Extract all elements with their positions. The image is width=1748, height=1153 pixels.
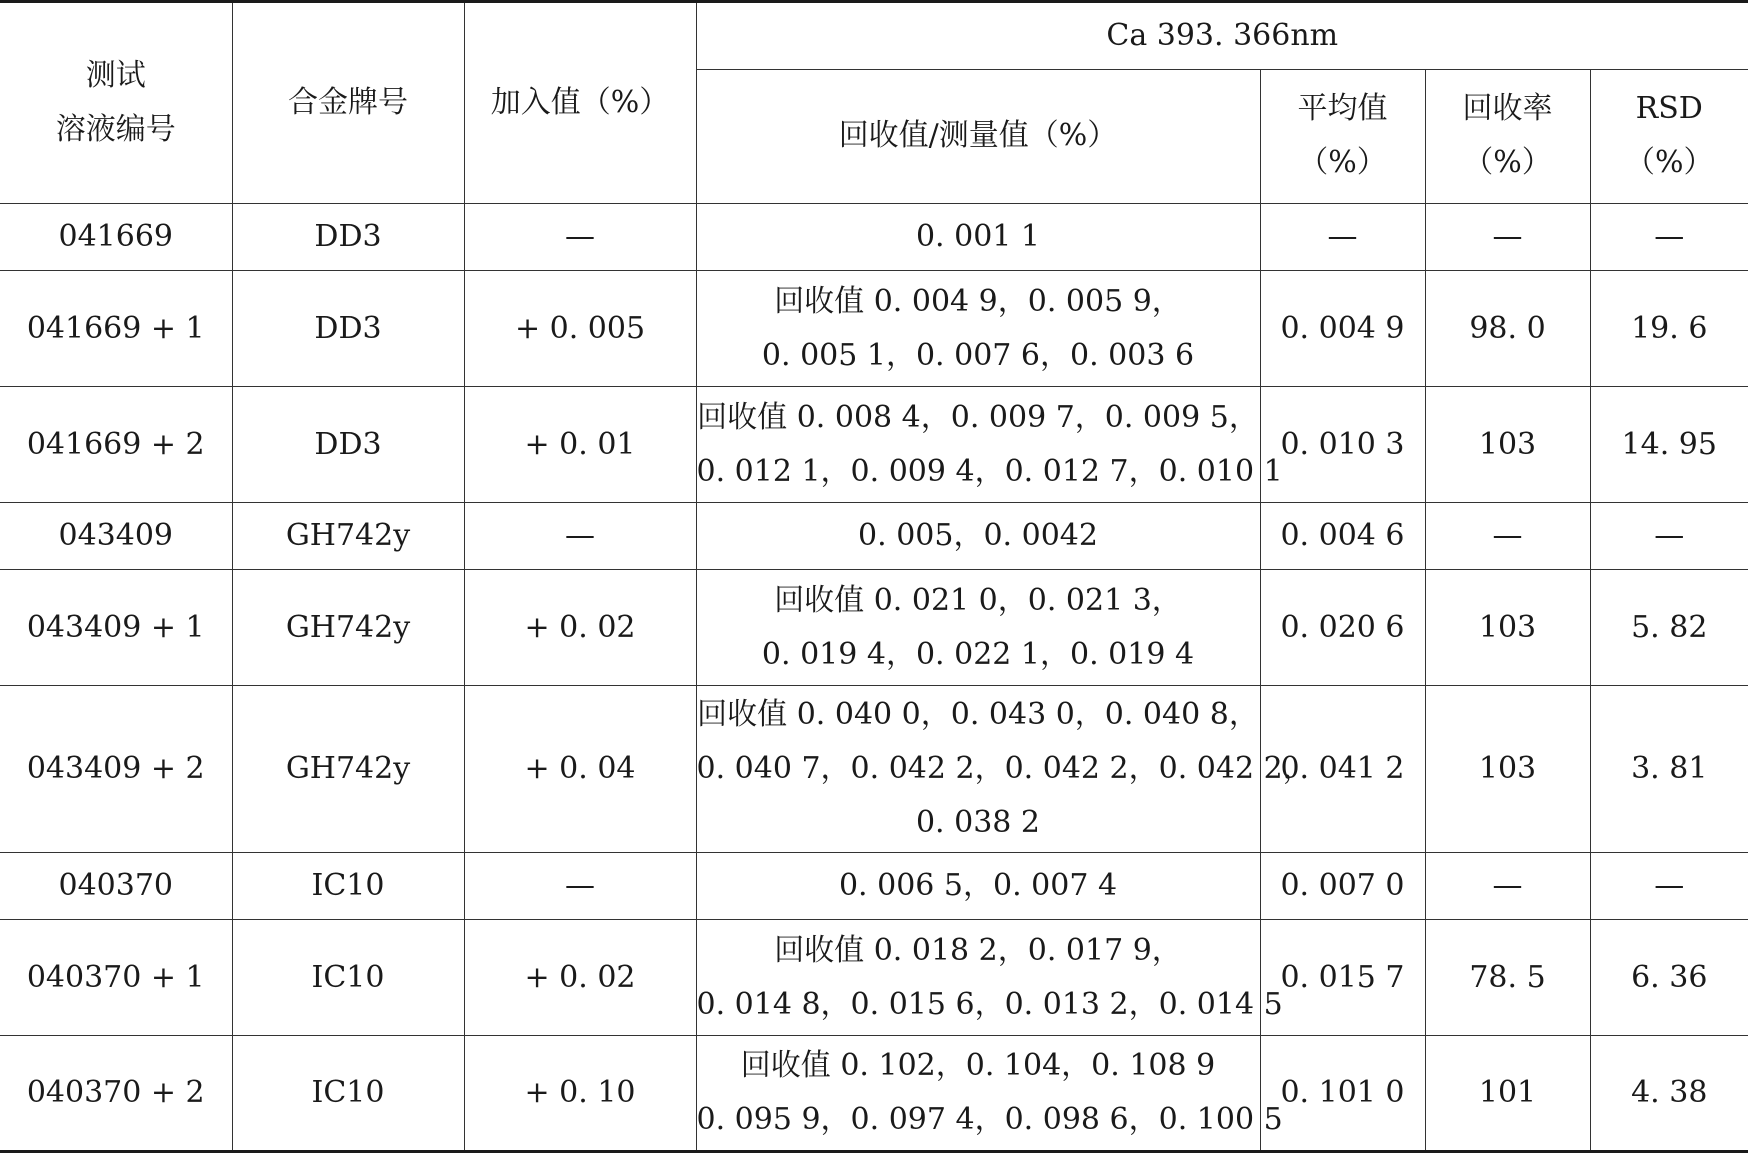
value-line: 回收值 0. 018 2，0. 017 9， <box>697 924 1260 978</box>
cell-mean: 0. 004 6 <box>1260 503 1425 570</box>
header-added-value: 加入值（%） <box>464 2 696 204</box>
table-row <box>0 686 1748 853</box>
cell-alloy-grade: DD3 <box>232 204 464 271</box>
cell-recovery-measured-values <box>696 503 1260 570</box>
cell-mean: 0. 015 7 <box>1260 920 1425 1036</box>
cell-alloy-grade: IC10 <box>232 853 464 920</box>
header-test-solution-line-1: 测试 <box>0 49 232 103</box>
cell-rsd: 6. 36 <box>1590 920 1748 1036</box>
cell-alloy-grade: GH742y <box>232 686 464 853</box>
cell-mean: 0. 101 0 <box>1260 1036 1425 1152</box>
value-line: 回收值 0. 102，0. 104，0. 108 9 <box>697 1039 1260 1093</box>
header-ca-wavelength-group: Ca 393. 366nm <box>696 2 1748 70</box>
value-line: 0. 038 2 <box>697 796 1260 850</box>
cell-rsd: 5. 82 <box>1590 570 1748 686</box>
cell-recovery-measured-values <box>696 271 1260 387</box>
cell-recovery-measured-values <box>696 920 1260 1036</box>
cell-alloy-grade: DD3 <box>232 387 464 503</box>
cell-added-value: + 0. 02 <box>464 920 696 1036</box>
cell-recovery-measured-values <box>696 570 1260 686</box>
header-alloy-grade: 合金牌号 <box>232 2 464 204</box>
cell-test-solution-number: 040370 + 2 <box>0 1036 232 1152</box>
header-rsd-line-1: RSD <box>1591 82 1748 136</box>
cell-recovery-rate: 103 <box>1425 570 1590 686</box>
header-recovery-rate <box>1425 69 1590 203</box>
header-mean <box>1260 69 1425 203</box>
cell-mean: 0. 020 6 <box>1260 570 1425 686</box>
cell-recovery-rate: 78. 5 <box>1425 920 1590 1036</box>
cell-test-solution-number: 041669 + 2 <box>0 387 232 503</box>
cell-recovery-measured-values <box>696 387 1260 503</box>
cell-added-value: + 0. 01 <box>464 387 696 503</box>
value-line: 0. 014 8，0. 015 6，0. 013 2，0. 014 5 <box>697 978 1260 1032</box>
table-row <box>0 920 1748 1036</box>
cell-test-solution-number: 040370 <box>0 853 232 920</box>
header-recovery-rate-line-2: （%） <box>1426 136 1590 190</box>
header-recovery-rate-line-1: 回收率 <box>1426 82 1590 136</box>
cell-test-solution-number: 041669 + 1 <box>0 271 232 387</box>
header-rsd <box>1590 69 1748 203</box>
cell-recovery-measured-values <box>696 853 1260 920</box>
cell-added-value: + 0. 04 <box>464 686 696 853</box>
cell-recovery-rate: 103 <box>1425 686 1590 853</box>
table-row <box>0 271 1748 387</box>
cell-mean: 0. 010 3 <box>1260 387 1425 503</box>
value-line: 回收值 0. 021 0，0. 021 3， <box>697 574 1260 628</box>
cell-test-solution-number: 041669 <box>0 204 232 271</box>
value-line: 0. 095 9，0. 097 4，0. 098 6，0. 100 5 <box>697 1093 1260 1147</box>
cell-mean: — <box>1260 204 1425 271</box>
cell-test-solution-number: 043409 + 1 <box>0 570 232 686</box>
cell-added-value: + 0. 10 <box>464 1036 696 1152</box>
table-row <box>0 387 1748 503</box>
cell-mean: 0. 041 2 <box>1260 686 1425 853</box>
cell-added-value: + 0. 02 <box>464 570 696 686</box>
cell-recovery-measured-values <box>696 204 1260 271</box>
value-line: 0. 019 4，0. 022 1，0. 019 4 <box>697 628 1260 682</box>
value-line: 回收值 0. 008 4，0. 009 7，0. 009 5， <box>697 391 1260 445</box>
cell-recovery-rate: — <box>1425 503 1590 570</box>
cell-recovery-rate: — <box>1425 853 1590 920</box>
cell-recovery-rate: 103 <box>1425 387 1590 503</box>
header-rsd-line-2: （%） <box>1591 136 1748 190</box>
table-row <box>0 1036 1748 1152</box>
cell-test-solution-number: 040370 + 1 <box>0 920 232 1036</box>
cell-recovery-rate: — <box>1425 204 1590 271</box>
cell-rsd: 4. 38 <box>1590 1036 1748 1152</box>
cell-recovery-measured-values <box>696 1036 1260 1152</box>
header-test-solution-line-2: 溶液编号 <box>0 103 232 157</box>
cell-recovery-measured-values <box>696 686 1260 853</box>
cell-rsd: 19. 6 <box>1590 271 1748 387</box>
table-row <box>0 570 1748 686</box>
cell-added-value: — <box>464 204 696 271</box>
cell-recovery-rate: 101 <box>1425 1036 1590 1152</box>
cell-alloy-grade: IC10 <box>232 1036 464 1152</box>
cell-rsd: — <box>1590 503 1748 570</box>
table-row <box>0 853 1748 920</box>
cell-test-solution-number: 043409 <box>0 503 232 570</box>
header-recovery-measured-value: 回收值/测量值（%） <box>696 69 1260 203</box>
cell-recovery-rate: 98. 0 <box>1425 271 1590 387</box>
value-line: 0. 012 1，0. 009 4，0. 012 7，0. 010 1 <box>697 445 1260 499</box>
value-line: 回收值 0. 004 9，0. 005 9， <box>697 275 1260 329</box>
cell-added-value: — <box>464 503 696 570</box>
cell-added-value: — <box>464 853 696 920</box>
value-line: 0. 005 1，0. 007 6，0. 003 6 <box>697 329 1260 383</box>
cell-test-solution-number: 043409 + 2 <box>0 686 232 853</box>
header-test-solution-number <box>0 2 232 204</box>
cell-alloy-grade: GH742y <box>232 503 464 570</box>
cell-rsd: — <box>1590 204 1748 271</box>
table-row <box>0 503 1748 570</box>
header-mean-line-1: 平均值 <box>1261 82 1425 136</box>
table-body <box>0 204 1748 1152</box>
cell-mean: 0. 004 9 <box>1260 271 1425 387</box>
value-line: 回收值 0. 040 0，0. 043 0，0. 040 8， <box>697 688 1260 742</box>
value-line: 0. 006 5，0. 007 4 <box>697 859 1260 913</box>
cell-rsd: 14. 95 <box>1590 387 1748 503</box>
cell-rsd: 3. 81 <box>1590 686 1748 853</box>
header-mean-line-2: （%） <box>1261 136 1425 190</box>
cell-added-value: + 0. 005 <box>464 271 696 387</box>
value-line: 0. 005，0. 0042 <box>697 509 1260 563</box>
cell-rsd: — <box>1590 853 1748 920</box>
header-row-1 <box>0 2 1748 70</box>
cell-mean: 0. 007 0 <box>1260 853 1425 920</box>
cell-alloy-grade: DD3 <box>232 271 464 387</box>
cell-alloy-grade: IC10 <box>232 920 464 1036</box>
table-row <box>0 204 1748 271</box>
cell-alloy-grade: GH742y <box>232 570 464 686</box>
value-line: 0. 040 7，0. 042 2，0. 042 2，0. 042 2， <box>697 742 1260 796</box>
value-line: 0. 001 1 <box>697 210 1260 264</box>
